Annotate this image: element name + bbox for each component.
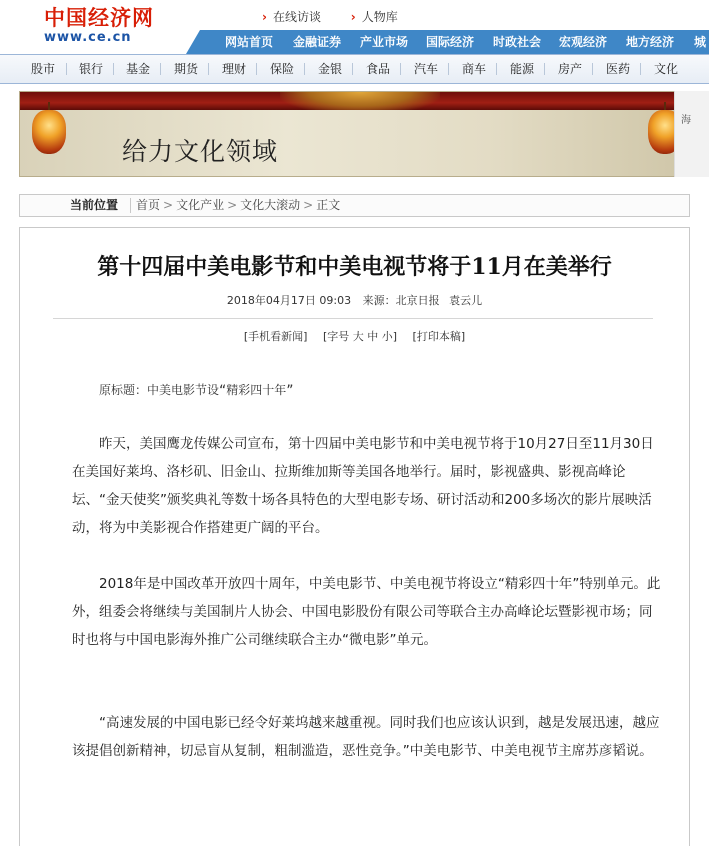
subnav-medicine[interactable]: 医药 [606,62,631,76]
subnav-divider [640,63,641,75]
channel-local[interactable]: 地方经济 [626,35,675,49]
subnav-divider [208,63,209,75]
article-paragraph: 昨天，美国鹰龙传媒公司宣布，第十四届中美电影节和中美电视节将于10月27日至11月30日在美国好莱坞、洛杉矶、旧金山、拉斯维加斯等美国各地举行。届时，影视盛典、影视高峰论坛、“金天使奖”颁奖典礼等数十场各具特色的大型电影专场、研讨活动和200多场次的影片展映活动，将为中美影视合作搭建更广阔的平台。 [72,436,654,536]
breadcrumb-separator: > [227,198,238,212]
breadcrumb-culture-scroll[interactable]: 文化大滚动 [240,198,301,212]
channel-finance[interactable]: 金融证券 [293,35,342,49]
breadcrumb-separator: > [303,198,314,212]
subnav-energy[interactable]: 能源 [510,62,535,76]
logo-chinese-name: 中国经济网 [44,5,154,30]
subnav-futures[interactable]: 期货 [174,62,199,76]
breadcrumb-culture-industry[interactable]: 文化产业 [176,198,225,212]
channel-industry[interactable]: 产业市场 [360,35,409,49]
subnav-divider [304,63,305,75]
subnav-divider [160,63,161,75]
subnav-divider [256,63,257,75]
subnav-gold[interactable]: 金银 [318,62,343,76]
subnav-funds[interactable]: 基金 [126,62,151,76]
channel-macro[interactable]: 宏观经济 [559,35,608,49]
top-link-people[interactable]: › 人物库 [351,8,398,25]
article-paragraph: 2018年是中国改革开放四十周年，中美电影节、中美电视节将设立“精彩四十年”特别单元。此外，组委会将继续与美国制片人协会、中国电影股份有限公司等联合主办高峰论坛暨影视市场；同时也将与中国电影海外推广公司继续联合主办“微电影”单元。 [72,576,661,648]
article-tools [20,328,689,344]
top-links [262,8,424,28]
channel-city[interactable]: 城 [694,35,707,49]
article-author: 袁云儿 [449,294,483,307]
left-lantern-icon [32,110,66,154]
subnav-stocks[interactable]: 股市 [31,62,56,76]
breadcrumb-home[interactable]: 首页 [136,198,161,212]
subnav-culture[interactable]: 文化 [654,62,679,76]
channel-international[interactable]: 国际经济 [426,35,475,49]
breadcrumb-divider [130,198,131,213]
subnav-divider [592,63,593,75]
breadcrumb-separator: > [163,198,174,212]
article-paragraph: “高速发展的中国电影已经令好莱坞越来越重视。同时我们也应该认识到，越是发展迅速，越应该提倡创新精神，切忌盲从复制，粗制滥造，恶性竞争。”中美电影节、中美电视节主席苏彦韬说。 [72,715,660,759]
article-meta [20,292,689,308]
culture-banner [19,91,690,177]
mobile-view-link[interactable]: [手机看新闻] [243,330,308,343]
original-title: 原标题：中美电影节设“精彩四十年” [99,383,294,397]
subnav-divider [448,63,449,75]
breadcrumb-current: 正文 [316,198,341,212]
subnav-divider [400,63,401,75]
article-title: 第十四届中美电影节和中美电视节将于11月在美举行 [97,254,612,280]
top-link-interviews[interactable]: › 在线访谈 [262,8,321,25]
channel-home[interactable]: 网站首页 [225,35,274,49]
breadcrumb-label: 当前位置 [70,198,119,212]
article-container [19,227,690,846]
meta-divider [53,318,653,319]
subnav-divider [496,63,497,75]
banner-title: 给力文化领域 [122,137,279,166]
subnav-commercial-vehicles[interactable]: 商车 [462,62,487,76]
print-link[interactable]: [打印本稿] [412,330,466,343]
channel-nav [200,30,709,54]
font-size-control[interactable]: [字号 大 中 小] [322,330,398,343]
logo-url: www.ce.cn [44,30,132,45]
subnav-divider [352,63,353,75]
site-logo[interactable] [44,6,164,50]
subnav-banks[interactable]: 银行 [79,62,104,76]
subnav-auto[interactable]: 汽车 [414,62,439,76]
subnav-divider [113,63,114,75]
subnav-realestate[interactable]: 房产 [558,62,583,76]
subnav-divider [66,63,67,75]
side-ad-text: 海 [681,115,691,126]
side-ad-strip[interactable] [674,91,709,177]
breadcrumb-path [136,195,340,216]
subnav-insurance[interactable]: 保险 [270,62,295,76]
breadcrumb [19,194,690,217]
banner-background [20,110,689,177]
article-datetime: 2018年04月17日 09:03 [226,294,352,307]
article-source: 来源：北京日报 [362,294,440,307]
subnav-wealth[interactable]: 理财 [222,62,247,76]
subnav-food[interactable]: 食品 [366,62,391,76]
subnav-divider [544,63,545,75]
sub-nav [0,54,709,84]
channel-politics[interactable]: 时政社会 [493,35,542,49]
